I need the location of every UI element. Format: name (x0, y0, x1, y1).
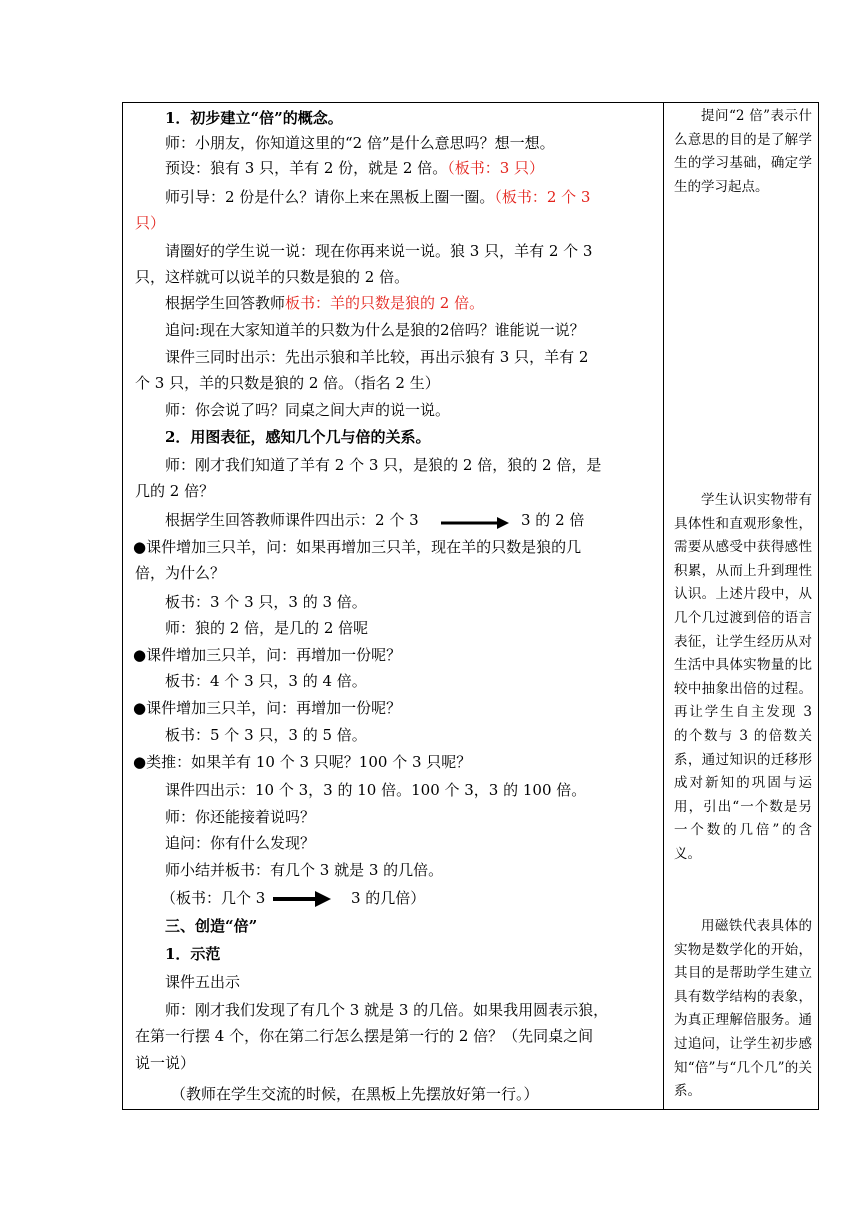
board-note: 板书：羊的只数是狼的 2 倍。 (285, 294, 485, 312)
teaching-process-column (123, 103, 663, 1109)
board-note: （板书：3 只） (447, 159, 545, 177)
right-arrow-icon (273, 890, 331, 908)
side-note-3: 用磁铁代表具体的实物是数学化的开始，其目的是帮助学生建立具有数学结构的表象，为真正理解倍服务。通过追问，让学生初步感知“倍”与“几个几”的关系。 (674, 918, 812, 1100)
text-line: 课件四出示：10 个 3，3 的 10 倍。100 个 3，3 的 100 倍。 (165, 781, 587, 799)
text-line: 几的 2 倍？ (135, 482, 215, 500)
text-line: 课件三同时出示：先出示狼和羊比较，再出示狼有 3 只，羊有 2 (165, 348, 589, 366)
text-line: 师：刚才我们知道了羊有 2 个 3 只，是狼的 2 倍，狼的 2 倍，是 (165, 456, 602, 474)
text-line: 个 3 只，羊的只数是狼的 2 倍。（指名 2 生） (135, 374, 440, 392)
text-line: 在第一行摆 4 个，你在第二行怎么摆是第一行的 2 倍？（先同桌之间 (135, 1027, 594, 1045)
text-line: 根据学生回答教师课件四出示：2 个 3 (165, 511, 419, 529)
text-line: 师小结并板书：有几个 3 就是 3 的几倍。 (165, 861, 444, 879)
section-heading-3: 三、创造“倍” (165, 917, 258, 935)
text-line: 板书：5 个 3 只，3 的 5 倍。 (165, 726, 367, 744)
board-note: 只） (135, 214, 166, 232)
section-heading-2: 2．用图表征，感知几个几与倍的关系。 (165, 428, 431, 446)
text-line: （教师在学生交流的时候，在黑板上先摆放好第一行。） (171, 1085, 539, 1103)
text-line: 师：狼的 2 倍，是几的 2 倍呢 (165, 619, 369, 637)
text-line: （板书：几个 3 (161, 889, 266, 907)
text-line: ●类推：如果羊有 10 个 3 只呢？100 个 3 只呢？ (133, 753, 472, 771)
text-line: 师：刚才我们发现了有几个 3 就是 3 的几倍。如果我用圆表示狼， (165, 1001, 609, 1019)
text-line: 请圈好的学生说一说：现在你再来说一说。狼 3 只，羊有 2 个 3 (165, 242, 593, 260)
text-line: ●课件增加三只羊，问：如果再增加三只羊，现在羊的只数是狼的几 (133, 538, 582, 556)
text-line: 3 的 2 倍 (521, 511, 585, 529)
text-line: 师：小朋友，你知道这里的“2 倍”是什么意思吗？想一想。 (165, 134, 555, 152)
text-line: ●课件增加三只羊，问：再增加一份呢？ (133, 646, 402, 664)
text-line: 只，这样就可以说羊的只数是狼的 2 倍。 (135, 268, 410, 286)
text-line: 预设：狼有 3 只，羊有 2 份，就是 2 倍。（板书：3 只） (165, 159, 545, 177)
side-note-2: 学生认识实物带有具体性和直观形象性，需要从感受中获得感性积累，从而上升到理性认识。上述片段中，从几个几过渡到倍的语言表征，让学生经历从对生活中具体实物量的比较中抽象出倍的过程。再让学生自主发现 3 的个数与 3 的倍数关系，通过知识的迁移形成对新知的巩固与运用，引出“一个数是另一个数的几倍”的含义。 (674, 492, 812, 862)
section-heading-1: 1．初步建立“倍”的概念。 (165, 109, 343, 127)
right-arrow-icon (441, 515, 509, 531)
text-line: 说一说） (135, 1054, 196, 1072)
subsection-heading: 1．示范 (165, 945, 221, 963)
design-intent-column (664, 103, 818, 1109)
lesson-table (122, 102, 819, 1110)
text-line: ●课件增加三只羊，问：再增加一份呢？ (133, 699, 402, 717)
text-line: 根据学生回答教师板书：羊的只数是狼的 2 倍。 (165, 294, 485, 312)
text-line: 课件五出示 (165, 973, 241, 991)
board-note: （板书：2 个 3 (494, 188, 591, 206)
text-line: 3 的几倍） (351, 889, 426, 907)
side-note-1: 提问“2 倍”表示什么意思的目的是了解学生的学习基础，确定学生的学习起点。 (674, 108, 812, 195)
text-line: 板书：4 个 3 只，3 的 4 倍。 (165, 672, 367, 690)
text-line: 追问:现在大家知道羊的只数为什么是狼的2倍吗？谁能说一说？ (165, 321, 585, 339)
text-line: 追问：你有什么发现？ (165, 834, 316, 852)
text-line: 师：你会说了吗？同桌之间大声的说一说。 (165, 401, 451, 419)
text-line: 师：你还能接着说吗？ (165, 808, 316, 826)
text-line: 师引导：2 份是什么？请你上来在黑板上圈一圈。（板书：2 个 3 (165, 188, 591, 206)
text-line: 板书：3 个 3 只，3 的 3 倍。 (165, 593, 367, 611)
text-line: 倍，为什么？ (135, 564, 226, 582)
